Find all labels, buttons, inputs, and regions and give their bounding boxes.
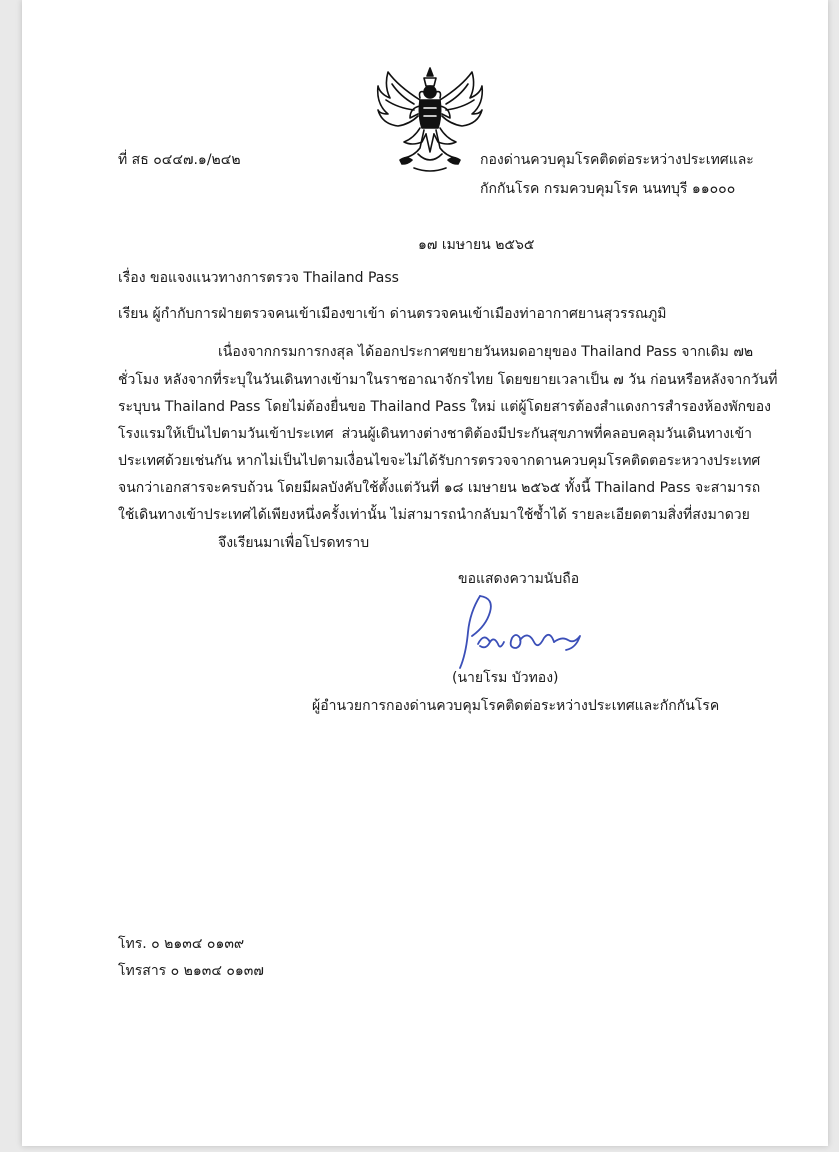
- office-address-line1: กองด่านควบคุมโรคติดต่อระหว่างประเทศและ: [480, 152, 754, 168]
- body-line-6: จนกว่าเอกสารจะครบถ้วน โดยมีผลบังคับใช้ตั้งแต่วันที่ ๑๘ เมษายน ๒๕๖๕ ทั้งนี้ Thailand Pass จะสามารถ: [118, 480, 761, 496]
- body-line-4: โรงแรมให้เป็นไปตามวันเข้าประเทศ ส่วนผู้เดินทางต่างชาติต้องมีประกันสุขภาพที่คลอบคลุมวันเดินทางเข้า: [118, 426, 752, 442]
- regards-line: ขอแสดงความนับถือ: [458, 571, 580, 587]
- body-line-3: ระบุบน Thailand Pass โดยไม่ต้องยื่นขอ Thailand Pass ใหม่ แต่ผู้โดยสารต้องสำแดงการสำรองห้องพักของ: [118, 399, 771, 415]
- body-line-5: ประเทศด้วยเช่นกัน หากไม่เป็นไปตามเงื่อนไขจะไม่ได้รับการตรวจจากดานควบคุมโรคติดตอระหวางประเทศ: [118, 453, 761, 469]
- phone-number: โทร. ๐ ๒๑๓๔ ๐๑๓๙: [118, 936, 245, 952]
- letter-page: [22, 0, 828, 1146]
- handwritten-signature: [450, 592, 590, 674]
- garuda-emblem-icon: [374, 64, 486, 176]
- reference-number: ที่ สธ ๐๔๔๗.๑/๒๔๒: [118, 152, 241, 168]
- body-line-1: เนื่องจากกรมการกงสุล ได้ออกประกาศขยายวันหมดอายุของ Thailand Pass จากเดิม ๗๒: [218, 344, 754, 360]
- subject-line: เรื่อง ขอแจงแนวทางการตรวจ Thailand Pass: [118, 270, 399, 286]
- signer-title: ผู้อำนวยการกองด่านควบคุมโรคติดต่อระหว่างประเทศและกักกันโรค: [312, 698, 720, 714]
- body-line-2: ชั่วโมง หลังจากที่ระบุในวันเดินทางเข้ามาในราชอาณาจักรไทย โดยขยายเวลาเป็น ๗ วัน ก่อนหรือหลังจากวันที่: [118, 372, 778, 388]
- recipient-line: เรียน ผู้กำกับการฝ่ายตรวจคนเข้าเมืองขาเข้า ด่านตรวจคนเข้าเมืองท่าอากาศยานสุวรรณภูมิ: [118, 306, 667, 322]
- office-address-line2: กักกันโรค กรมควบคุมโรค นนทบุรี ๑๑๐๐๐: [480, 181, 736, 197]
- signer-name: (นายโรม บัวทอง): [452, 670, 559, 686]
- body-line-7: ใช้เดินทางเข้าประเทศได้เพียงหนึ่งครั้งเท่านั้น ไม่สามารถนำกลับมาใช้ซ้ำได้ รายละเอียดตามสิ่งที่สงมาดวย: [118, 507, 750, 523]
- letter-date: ๑๗ เมษายน ๒๕๖๕: [418, 237, 535, 253]
- closing-request: จึงเรียนมาเพื่อโปรดทราบ: [218, 535, 370, 551]
- fax-number: โทรสาร ๐ ๒๑๓๔ ๐๑๓๗: [118, 963, 264, 979]
